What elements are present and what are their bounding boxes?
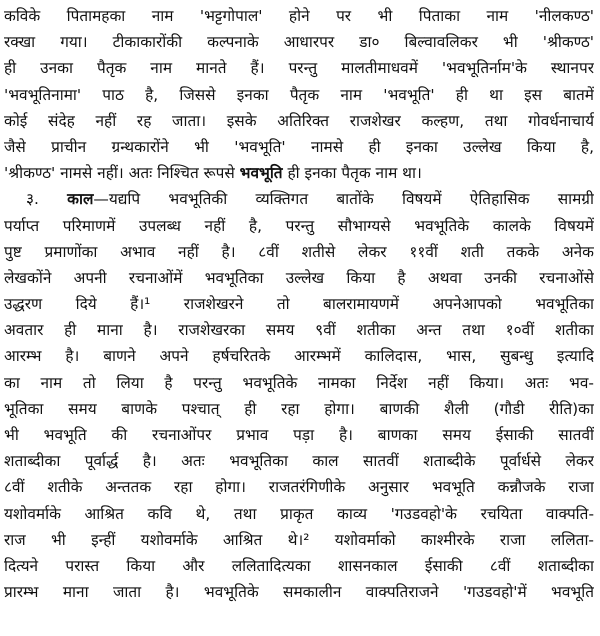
- text-line: शताब्दीका पूर्वार्द्ध है। अतः भवभूतिका काल सातवीं शताब्दीके पूर्वार्धसे लेकर: [4, 452, 594, 471]
- text-line: अवतार ही माना है। राजशेखरका समय ९वीं शतीका अन्त तथा १०वीं शतीका: [4, 321, 594, 340]
- text-line: भी भवभूति की रचनाओंपर प्रभाव पड़ा है। बाणका समय ईसाकी सातवीं: [4, 426, 594, 444]
- text-line: यशोवर्माके आश्रित कवि थे, तथा प्राकृत काव्य 'गउडवहो'के रचयिता वाक्पति-: [4, 504, 594, 523]
- paragraph-2: [4, 186, 594, 605]
- section-heading: काल: [67, 190, 94, 209]
- text-line: आरम्भ है। बाणने अपने हर्षचरितके आरम्भमें कालिदास, भास, सुबन्धु इत्यादि: [4, 347, 594, 366]
- section-number: ३.: [26, 190, 39, 209]
- text-line: उद्धरण दिये हैं।¹ राजशेखरने तो बालरामायणमें अपनेआपको भवभूतिका: [4, 295, 594, 314]
- text-line: लेखकोंने अपनी रचनाओंमें भवभूतिका उल्लेख किया है अथवा उनकी रचनाओंसे: [4, 268, 594, 287]
- section-heading-line: [4, 186, 594, 212]
- text-line: दित्यने परास्त किया और ललितादित्यका शासनकाल ईसाकी ८वीं शताब्दीका: [4, 556, 594, 575]
- text-line: का नाम तो लिया है परन्तु भवभूतिके नामका निर्देश नहीं किया। अतः भव-: [4, 373, 594, 392]
- paragraph-1: [4, 3, 594, 186]
- text-run: —यद्यपि भवभूतिकी व्यक्तिगत बातोंके विषयमें ऐतिहासिक सामग्री: [93, 190, 594, 209]
- bold-term: भवभूति: [239, 164, 283, 183]
- text-line: 'भवभूतिनामा' पाठ है, जिससे इनका पैतृक नाम 'भवभूति' ही था इस बातमें: [4, 85, 594, 104]
- text-run: ही इनका पैतृक नाम था।: [282, 164, 422, 183]
- text-line: पुष्ट प्रमाणोंका अभाव नहीं है। ८वीं शतीसे लेकर ११वीं शती तकके अनेक: [4, 242, 594, 261]
- text-line: ८वीं शतीके अन्ततक रहा होगा। राजतरंगिणीके अनुसार भवभूति कन्नौजके राजा: [4, 478, 594, 497]
- text-line: कविके पितामहका नाम 'भट्टगोपाल' होने पर भी पिताका नाम 'नीलकण्ठ': [4, 7, 594, 25]
- text-line: जैसे प्राचीन ग्रन्थकारोंने भी 'भवभूति' नामसे ही इनका उल्लेख किया है,: [4, 137, 594, 156]
- text-run: 'श्रीकण्ठ' नामसे नहीं। अतः निश्चित रूपसे: [4, 164, 240, 183]
- text-line: भूतिका समय बाणके पश्चात् ही रहा होगा। बाणकी शैली (गौडी रीति)का: [4, 399, 594, 418]
- text-line: प्रारम्भ माना जाता है। भवभूतिके समकालीन वाक्पतिराजने 'गउडवहो'में भवभूति: [4, 583, 594, 602]
- text-line: [4, 160, 594, 186]
- text-line: कोई संदेह नहीं रह जाता। इसके अतिरिक्त राजशेखर कल्हण, तथा गोवर्धनाचार्य: [4, 111, 594, 130]
- text-line: ही उनका पैतृक नाम मानते हैं। परन्तु मालतीमाधवमें 'भवभूतिर्नाम'के स्थानपर: [4, 59, 594, 78]
- text-line: पर्याप्त परिमाणमें उपलब्ध नहीं है, परन्तु सौभाग्यसे भवभूतिके कालके विषयमें: [4, 216, 594, 235]
- text-line: राज भी इन्हीं यशोवर्माके आश्रित थे।² यशोवर्माको काश्मीरके राजा ललिता-: [4, 530, 594, 549]
- text-line: रक्खा गया। टीकाकारोंकी कल्पनाके आधारपर डा० बिल्वावलिकर भी 'श्रीकण्ठ': [4, 33, 594, 52]
